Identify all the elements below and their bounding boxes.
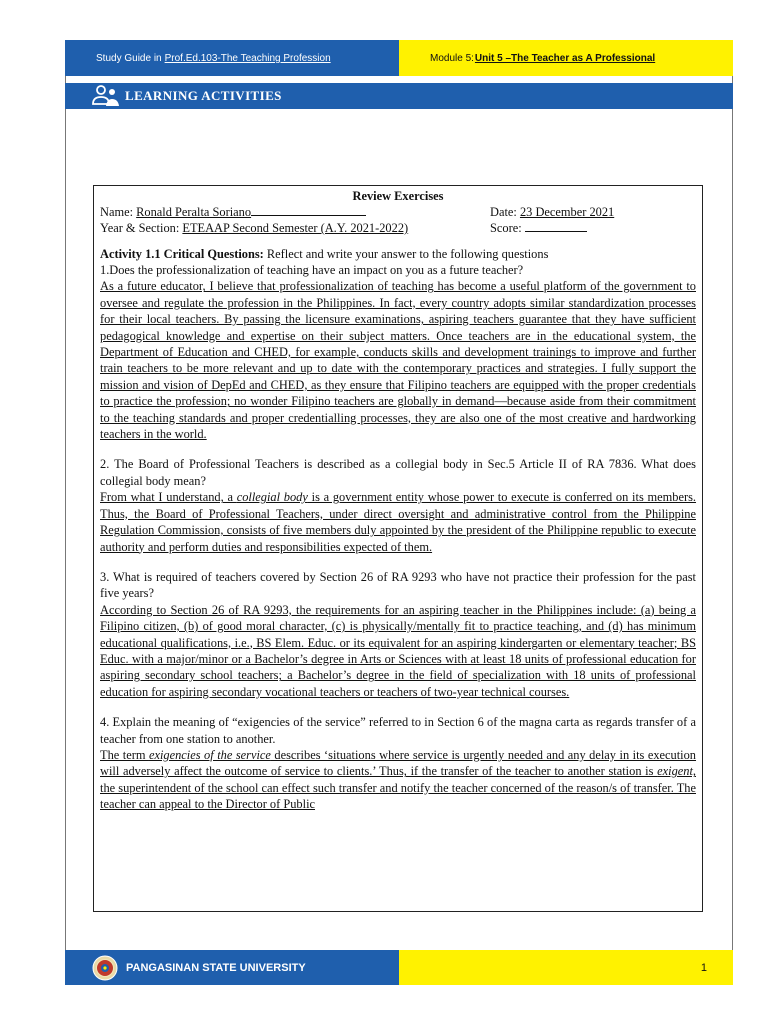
answer-2-body: is a government entity whose power to execute is conferred on its members. Thus, the Board of Professional Teachers, under direct oversight and administrative control from the Philippine Regulation Commission, consists of five members duly appointed by the president of the Philippine republic to execute authority and perform duties and responsibilities expected of them. xyxy=(100,490,697,554)
activity-instruction: Reflect and write your answer to the following questions xyxy=(263,247,549,261)
year-value: ETEAAP Second Semester (A.Y. 2021-2022) xyxy=(182,221,409,235)
module-prefix: Module 5: xyxy=(430,52,474,64)
university-name: PANGASINAN STATE UNIVERSITY xyxy=(126,961,306,974)
question-3: 3. What is required of teachers covered by Section 26 of RA 9293 who have not practice their profession for the past five years? xyxy=(100,569,696,601)
answer-4-term-2: exigent, xyxy=(657,764,696,779)
section-title: LEARNING ACTIVITIES xyxy=(125,88,282,103)
answer-4-body: describes ‘situations where service is urgently needed and any delay in its execution will adversely affect the outcome of service to clients.’ Thus, if the transfer of the teacher to another station is xyxy=(100,747,697,779)
score-label: Score: xyxy=(490,221,522,235)
university-seal-icon xyxy=(92,955,118,981)
question-2: 2. The Board of Professional Teachers is described as a collegial body in Sec.5 Article II of RA 7836. What does collegial body mean? xyxy=(100,457,696,488)
answer-2-term: collegial body xyxy=(236,490,308,505)
answer-3: According to Section 26 of RA 9293, the requirements for an aspiring teacher in the Philippines include: (a) being a Filipino citizen, (b) of good moral character, (c) is physically/mentally fit to practice teaching, and (d) has minimum educational qualifications, i.e., BS Elem. Educ. or its equivalent for an aspiring kindergarten or elementary teacher; BS Educ. with a major/minor or a Bachelor’s degree in Arts or Sciences with at least 18 units of professional education for aspiring secondary school teachers; a Bachelor’s degree in the field of specialization with 18 units of professional education for aspiring secondary vocational teachers or teachers of two-year technical courses. xyxy=(100,602,696,699)
study-guide-prefix: Study Guide in xyxy=(96,52,162,64)
review-title: Review Exercises xyxy=(352,189,444,203)
study-guide-course: Prof.Ed.103-The Teaching Profession xyxy=(164,52,331,64)
score-field xyxy=(525,220,587,232)
name-label: Name: xyxy=(100,205,134,219)
header-study-guide xyxy=(65,40,399,76)
learning-activities-bar xyxy=(65,83,733,109)
date-label: Date: xyxy=(490,205,517,219)
question-4: 4. Explain the meaning of “exigencies of the service” referred to in Section 6 of the magna carta as regards transfer of a teacher from one station to another. xyxy=(100,715,696,746)
name-date-row xyxy=(100,204,696,220)
page-footer xyxy=(65,950,733,985)
footer-university xyxy=(65,950,399,985)
review-exercises-box xyxy=(93,185,703,912)
year-score-row xyxy=(100,220,696,236)
page-number: 1 xyxy=(700,961,707,974)
question-1: 1.Does the professionalization of teaching have an impact on you as a future teacher? xyxy=(100,263,524,277)
answer-4-term: exigencies of the service xyxy=(148,747,271,762)
answer-4-tail: the superintendent of the school can effect such transfer and notify the teacher concerned of the reason/s of transfer. The teacher can appeal to the Director of Public xyxy=(100,780,696,812)
answer-4 xyxy=(100,747,696,813)
year-label: Year & Section: xyxy=(100,221,180,235)
answer-1: As a future educator, I believe that professionalization of teaching has become a useful platform of the government to oversee and regulate the profession in the Philippines. In fact, every country adopts similar standardization processes for their local teachers. By passing the licensure examinations, aspiring teachers guarantee that they have sufficient pedagogical knowledge and expertise on their subject matters. Once teachers are in the educational system, the Department of Education and CHED, for example, conducts skills and development trainings to improve and further train teachers to be more relevant and up to date with the contemporary practices and strategies. I fully support the mission and vision of DepEd and CHED, as they ensure that Filipino teachers are equipped with the proper credentials to practice the profession; no wonder Filipino teachers are globally in demand—because aside from their commitment to the teaching standards and proper credentialling processes, they are also one of the most creative and hardworking teachers in the world. xyxy=(100,279,696,442)
activity-label: Activity 1.1 Critical Questions: xyxy=(100,247,264,261)
date-value: 23 December 2021 xyxy=(519,205,615,219)
page-header xyxy=(65,40,733,76)
module-title: Unit 5 –The Teacher as A Professional xyxy=(474,52,656,64)
name-underline xyxy=(251,204,366,216)
name-value: Ronald Peralta Soriano xyxy=(136,205,252,219)
people-icon xyxy=(91,84,121,108)
answer-2-lead: From what I understand, a xyxy=(100,490,237,505)
header-module xyxy=(399,40,733,76)
activity-heading xyxy=(100,246,696,262)
answer-2 xyxy=(100,489,696,555)
footer-page xyxy=(399,950,733,985)
answer-4-lead: The term xyxy=(100,747,149,762)
